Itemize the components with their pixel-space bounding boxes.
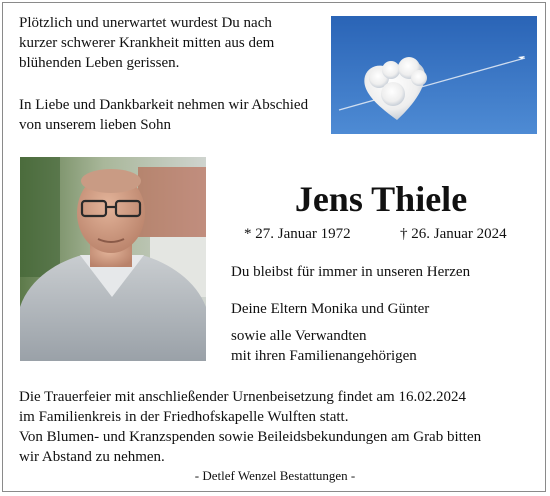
- funeral-line: Von Blumen- und Kranzspenden sowie Beileidsbekundungen am Grab bitten: [19, 429, 482, 445]
- funeral-home-signature: - Detlef Wenzel Bestattungen -: [194, 468, 356, 483]
- farewell-line: von unserem lieben Sohn: [19, 117, 172, 133]
- farewell-text: [19, 95, 308, 135]
- intro-text: [19, 13, 274, 73]
- intro-line: kurzer schwerer Krankheit mitten aus dem: [19, 35, 275, 51]
- funeral-info: [19, 387, 481, 467]
- intro-line: Plötzlich und unerwartet wurdest Du nach: [19, 15, 272, 31]
- intro-line: blühenden Leben gerissen.: [19, 55, 180, 71]
- portrait-photo: [20, 157, 206, 361]
- parents-text: Deine Eltern Monika und Günter: [231, 301, 430, 317]
- funeral-line: wir Abstand zu nehmen.: [19, 449, 165, 465]
- birth-date: * 27. Januar 1972: [244, 226, 351, 242]
- relatives-line: sowie alle Verwandten: [231, 328, 367, 344]
- deceased-name: Jens Thiele: [294, 179, 468, 219]
- relatives-text: [231, 326, 417, 366]
- relatives-line: mit ihren Familienangehörigen: [231, 348, 417, 364]
- motto-text: Du bleibst für immer in unseren Herzen: [231, 264, 471, 280]
- funeral-line: im Familienkreis in der Friedhofskapelle Wulften statt.: [19, 409, 349, 425]
- farewell-line: In Liebe und Dankbarkeit nehmen wir Abschied: [19, 97, 309, 113]
- death-date: † 26. Januar 2024: [400, 226, 507, 242]
- sky-heart-cloud-image: [331, 16, 537, 134]
- funeral-line: Die Trauerfeier mit anschließender Urnenbeisetzung findet am 16.02.2024: [19, 389, 466, 405]
